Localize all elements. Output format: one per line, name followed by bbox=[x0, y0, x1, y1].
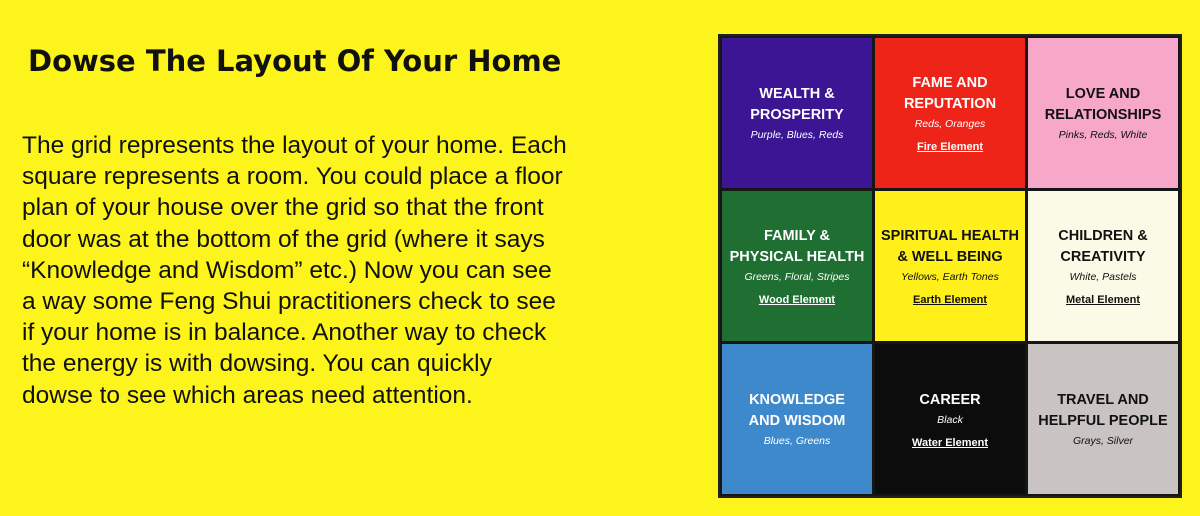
cell-colors: Grays, Silver bbox=[1072, 434, 1134, 447]
cell-title: SPIRITUAL HEALTH & WELL BEING bbox=[880, 228, 1020, 265]
grid-cell-travel-helpful-people bbox=[1028, 344, 1178, 494]
cell-colors: Black bbox=[937, 413, 963, 426]
cell-colors: Purple, Blues, Reds bbox=[750, 128, 844, 141]
cell-colors: Blues, Greens bbox=[763, 434, 831, 447]
cell-colors: Yellows, Earth Tones bbox=[901, 271, 999, 283]
cell-element: Wood Element bbox=[758, 294, 836, 306]
cell-title: FAME AND REPUTATION bbox=[903, 75, 997, 112]
cell-title: CAREER bbox=[919, 391, 981, 408]
cell-colors: Pinks, Reds, White bbox=[1058, 128, 1148, 141]
cell-title: TRAVEL AND HELPFUL PEOPLE bbox=[1038, 391, 1168, 429]
cell-colors: White, Pastels bbox=[1069, 271, 1137, 283]
cell-element: Earth Element bbox=[913, 294, 987, 306]
cell-element: Metal Element bbox=[1066, 294, 1140, 306]
grid-cell-career bbox=[875, 344, 1025, 494]
cell-title: FAMILY & PHYSICAL HEALTH bbox=[729, 228, 865, 265]
cell-title: WEALTH & PROSPERITY bbox=[750, 85, 844, 123]
grid-cell-fame-reputation bbox=[875, 38, 1025, 188]
grid-cell-wealth-prosperity bbox=[722, 38, 872, 188]
cell-title: KNOWLEDGE AND WISDOM bbox=[748, 391, 846, 429]
page-title: Dowse The Layout Of Your Home bbox=[28, 44, 562, 78]
grid-cell-family-health bbox=[722, 191, 872, 341]
cell-colors: Greens, Floral, Stripes bbox=[744, 271, 850, 283]
grid-cell-love-relationships bbox=[1028, 38, 1178, 188]
cell-element: Fire Element bbox=[916, 141, 984, 153]
grid-cell-spiritual-health bbox=[875, 191, 1025, 341]
cell-title: LOVE AND RELATIONSHIPS bbox=[1044, 85, 1162, 123]
description-paragraph: The grid represents the layout of your home. Each square represents a room. You could place a floor plan of your house over the grid so that the front door was at the bottom of the grid (where it says “Knowledge and Wisdom” etc.) Now you can see a way some Feng Shui practitioners check to see if your home is in balance. Another way to check the energy is with dowsing. You can quickly dowse to see which areas need attention. bbox=[22, 132, 567, 409]
bagua-grid bbox=[718, 34, 1182, 498]
cell-title: CHILDREN & CREATIVITY bbox=[1058, 228, 1148, 265]
grid-cell-children-creativity bbox=[1028, 191, 1178, 341]
grid-cell-knowledge-wisdom bbox=[722, 344, 872, 494]
cell-element: Water Element bbox=[911, 436, 988, 449]
cell-colors: Reds, Oranges bbox=[914, 118, 986, 130]
